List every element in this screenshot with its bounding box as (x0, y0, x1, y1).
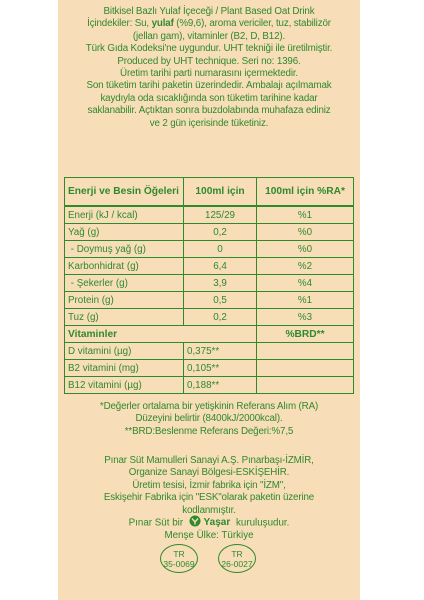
table-row: B2 vitamini (mg) 0,105** (65, 360, 354, 377)
vitamins-header-row (65, 326, 354, 343)
company-line: Üretim tesisi, İzmir fabrika için "İZM", (132, 479, 286, 491)
vitamins-label: Vitaminler (65, 326, 257, 343)
header-ra: 100ml için %RA* (257, 178, 354, 207)
origin-country: Menşe Ülke: Türkiye (164, 530, 254, 541)
table-row: Protein (g) 0,5 %1 (65, 292, 354, 309)
table-row: Yağ (g) 0,2 %0 (65, 224, 354, 241)
product-name: Bitkisel Bazlı Yulaf İçeceği / Plant Based Oat Drink (103, 6, 315, 17)
company-line: Eskişehir Fabrika için "ESK"olarak paketin üzerine (103, 492, 315, 504)
header-per-100ml: 100ml için (184, 178, 257, 207)
approval-mark: TR 35-0069 (160, 544, 198, 573)
oat-bold: yulaf (151, 18, 174, 30)
footnotes (58, 401, 360, 438)
table-row: Enerji (kJ / kcal) 125/29 %1 (65, 206, 354, 224)
yasar-logo-text: Yaşar (203, 517, 231, 528)
yasar-logo (189, 515, 230, 531)
expiry-line: Son tüketim tarihi paketin üzerindedir. Ambalajı açılmamak (86, 80, 332, 92)
company-line: Pınar Süt Mamulleri Sanayi A.Ş. Pınarbaşı-İZMİR, (104, 455, 314, 466)
footnote-ra-2: Düzeyini belirtir (8400kJ/2000kcal). (135, 413, 283, 425)
company-line: kodlanmıştır. (182, 504, 236, 516)
footnote-brd: **BRD:Beslenme Referans Değeri:%7,5 (124, 425, 294, 437)
storage-line-3: ve 2 gün içerisinde tüketiniz. (149, 117, 269, 129)
table-row: D vitamini (µg) 0,375** (65, 343, 354, 360)
nutrition-header-row (65, 178, 354, 207)
table-row: Karbonhidrat (g) 6,4 %2 (65, 258, 354, 275)
ingredients-line: İçindekiler: Su, yulaf (%9,6), aroma vericiler, tuz, stabilizör (87, 18, 331, 30)
storage-line-1: kaydıyla oda sıcaklığında son tüketim tarihine kadar (100, 92, 318, 104)
table-row: Tuz (g) 0,2 %3 (65, 309, 354, 326)
label-panel (58, 0, 360, 600)
brd-label: %BRD** (257, 326, 354, 343)
ingredients-line-2: (jellan gam), vitaminler (B2, D, B12). (132, 30, 286, 42)
company-info (58, 455, 360, 517)
table-row: - Şekerler (g) 3,9 %4 (65, 275, 354, 292)
footnote-ra: *Değerler ortalama bir yetişkinin Referans Alım (RA) (99, 401, 319, 412)
yasar-line: Pınar Süt bir Yaşar kuruluşudur. (58, 515, 360, 531)
storage-line-2: saklanabilir. Açtıktan sonra buzdolabında muhafaza ediniz (87, 105, 331, 117)
product-info (58, 6, 360, 130)
yasar-emblem-icon (189, 515, 201, 531)
nutrition-table (64, 177, 354, 394)
company-line: Organize Sanayi Bölgesi-ESKİŞEHİR. (128, 467, 290, 479)
uht-line: Produced by UHT technique. Seri no: 1396. (117, 55, 301, 67)
table-row: - Doymuş yağ (g) 0 %0 (65, 241, 354, 258)
header-nutrients: Enerji ve Besin Öğeleri (65, 178, 184, 207)
production-date-line: Üretim tarihi parti numarasını içermektedir. (120, 68, 298, 80)
approval-mark: TR 26-0027 (218, 544, 256, 573)
codex-line: Türk Gıda Kodeksi'ne uygundur. UHT tekniği ile üretilmiştir. (85, 43, 333, 55)
table-row: B12 vitamini (µg) 0,188** (65, 377, 354, 394)
